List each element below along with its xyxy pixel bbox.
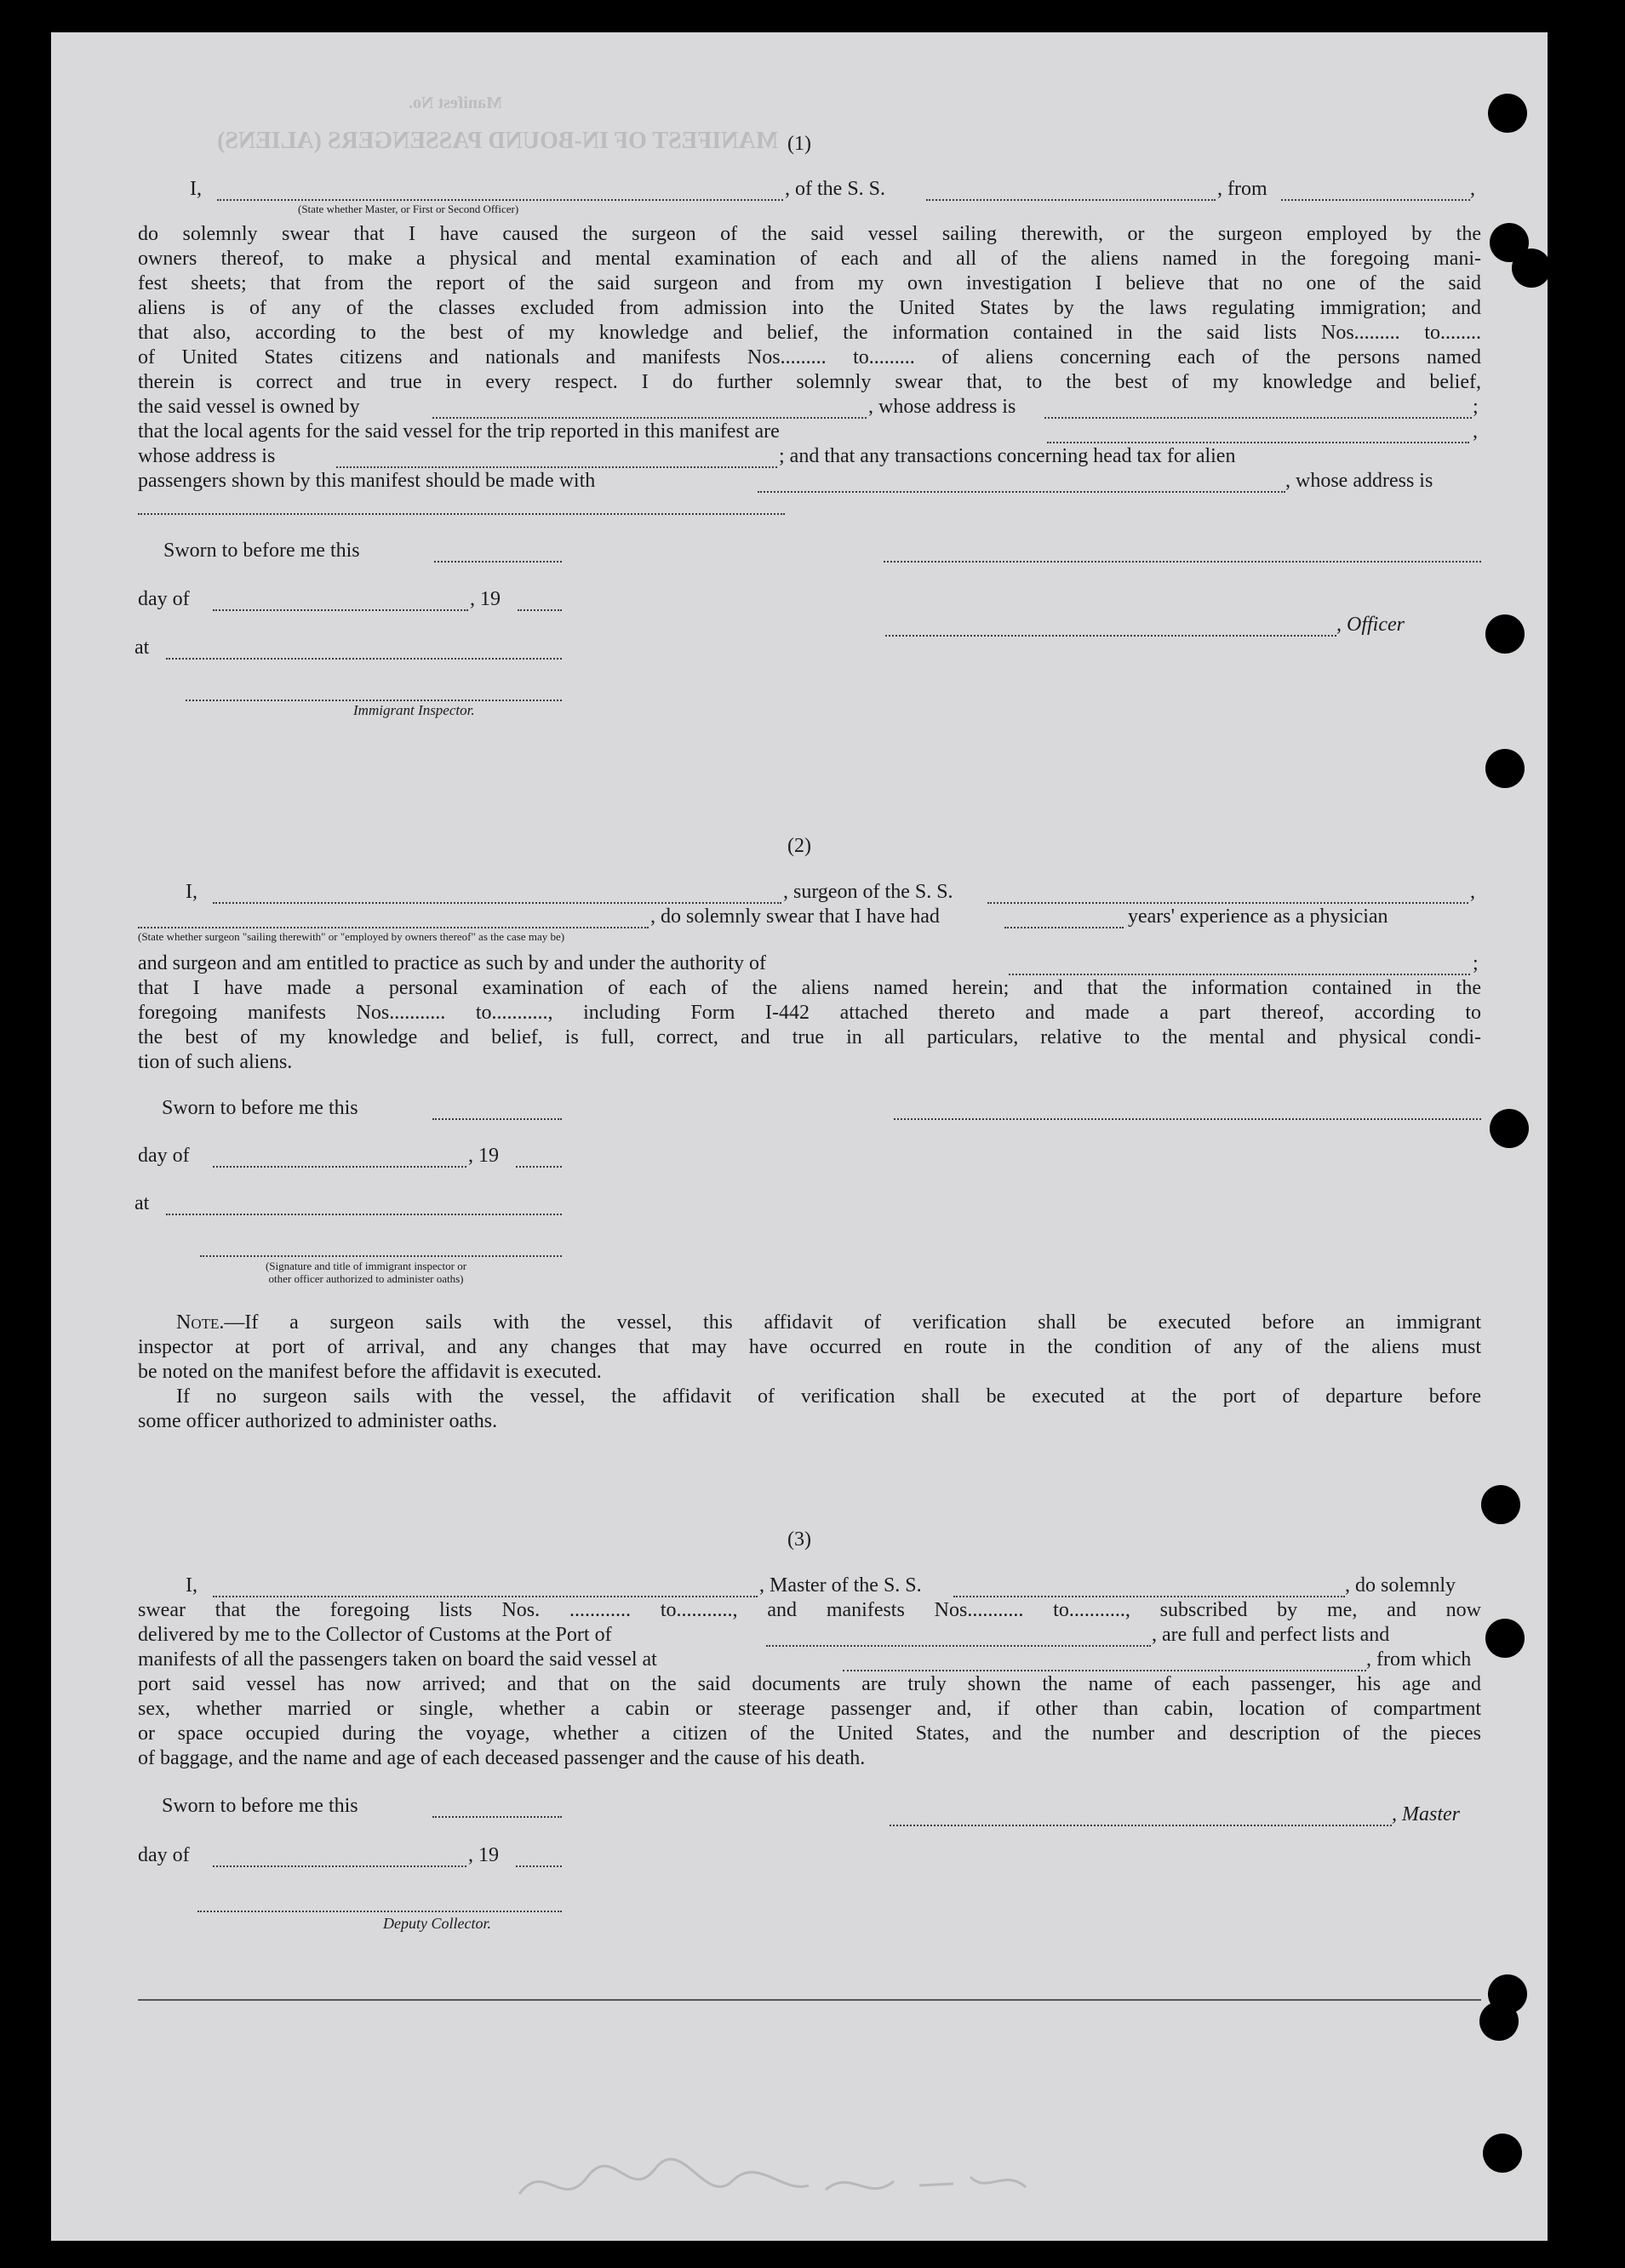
s1-nineteen: , 19 xyxy=(470,588,501,610)
s1-officer-field xyxy=(217,199,783,201)
s2-note-first xyxy=(138,1311,1481,1385)
binder-hole xyxy=(1479,2002,1519,2041)
s3-line4-board: manifests of all the passengers taken on board the said vessel at xyxy=(138,1648,657,1671)
s3-line3-port: delivered by me to the Collector of Customs at the Port of xyxy=(138,1624,612,1646)
s3-vessel-field xyxy=(953,1596,1345,1597)
s2-note2-line: some officer authorized to administer oaths. xyxy=(138,1410,498,1432)
s3-day-of: day of xyxy=(138,1844,190,1866)
s1-inspector-label: Immigrant Inspector. xyxy=(353,702,475,718)
s3-deputy-line xyxy=(197,1911,562,1912)
s3-line3-full: , are full and perfect lists and xyxy=(1152,1624,1390,1646)
s3-master-name-field xyxy=(213,1596,758,1597)
s1-body-line: therein is correct and true in every respect. I do further solemnly swear that, to the best of my knowledge and belief, xyxy=(138,371,1481,393)
s2-signature-line xyxy=(200,1255,562,1257)
s2-line1-surgeon: , surgeon of the S. S. xyxy=(783,881,953,903)
s2-note-label: Note. xyxy=(176,1311,225,1334)
s2-day-of: day of xyxy=(138,1145,190,1167)
s1-line1-from: , from xyxy=(1217,178,1267,200)
binder-hole xyxy=(1512,249,1551,288)
ghost-title: MANIFEST OF IN-BOUND PASSENGERS (ALIENS) xyxy=(217,128,779,154)
s1-body-line: that also, according to the best of my knowledge and belief, the information contained in the said lists Nos......... to........ xyxy=(138,322,1481,344)
s3-master-label: , Master xyxy=(1392,1803,1460,1825)
s2-year-field xyxy=(516,1166,562,1168)
binder-hole xyxy=(1481,1485,1520,1524)
s2-note-second xyxy=(138,1385,1481,1434)
s3-sworn-field xyxy=(432,1816,562,1818)
s1-body-line: of United States citizens and nationals and manifests Nos......... to......... of aliens concerning each of the persons named xyxy=(138,346,1481,368)
s1-officer-note: (State whether Master, or First or Second Officer) xyxy=(298,203,519,215)
s2-nineteen: , 19 xyxy=(468,1145,499,1167)
s2-note-line: inspector at port of arrival, and any changes that may have occurred en route in the condition of any of the aliens must xyxy=(138,1336,1481,1358)
section-2-number: (2) xyxy=(787,835,811,857)
s2-line2-experience: years' experience as a physician xyxy=(1128,905,1388,928)
s2-signature-note: (Signature and title of immigrant inspector or other officer authorized to administer oaths) xyxy=(265,1260,467,1285)
s1-owner-field xyxy=(432,417,867,419)
s1-line1-i: I, xyxy=(190,178,202,200)
s1-officer-line xyxy=(885,635,1336,637)
s2-surgeon-type-field xyxy=(138,927,649,928)
s3-line1-master: , Master of the S. S. xyxy=(759,1574,922,1597)
s3-line1-i: I, xyxy=(186,1574,197,1597)
s1-whose-address-field xyxy=(336,466,777,468)
s1-day-field xyxy=(213,609,468,611)
s2-day-field xyxy=(213,1166,466,1168)
s1-at: at xyxy=(134,637,150,659)
s3-sworn: Sworn to before me this xyxy=(162,1795,358,1817)
s1-passengers-address: , whose address is xyxy=(1285,470,1433,492)
s1-agents-field xyxy=(1047,442,1469,443)
s3-body-line: of baggage, and the name and age of each deceased passenger and the cause of his death. xyxy=(138,1747,866,1769)
s2-surgeon-signature-line xyxy=(894,1118,1481,1120)
s2-line3-authority: and surgeon and am entitled to practice as such by and under the authority of xyxy=(138,952,766,974)
s2-line1-i: I, xyxy=(186,881,197,903)
s2-body xyxy=(138,976,1481,1075)
s1-officer-label: , Officer xyxy=(1336,614,1405,636)
s2-note-text: —If a surgeon sails with the vessel, this affidavit of verification shall be executed before an immigrant xyxy=(224,1311,1481,1334)
s1-passengers: passengers shown by this manifest should be made with xyxy=(138,470,596,492)
s1-body xyxy=(138,222,1481,395)
s3-port-field xyxy=(766,1645,1151,1647)
s1-head-tax: ; and that any transactions concerning head tax for alien xyxy=(779,445,1236,467)
s1-officer-signature-line xyxy=(884,561,1481,563)
s1-owner-address-field xyxy=(1044,417,1472,419)
s1-year-field xyxy=(518,609,562,611)
s1-body-line: owners thereof, to make a physical and mental examination of each and all of the aliens named in the foregoing mani- xyxy=(138,248,1481,270)
s3-boarded-at-field xyxy=(843,1670,1366,1671)
s3-body xyxy=(138,1672,1481,1771)
s1-line1-ss: , of the S. S. xyxy=(785,178,886,200)
s1-agents-end: , xyxy=(1473,420,1478,443)
s2-surgeon-type-note: (State whether surgeon "sailing therewith" or "employed by owners thereof" as the case may be) xyxy=(138,930,565,943)
s2-vessel-field xyxy=(987,902,1468,904)
s1-inspector-line xyxy=(186,700,562,701)
section-1-number: (1) xyxy=(787,133,811,155)
handwritten-scrawl xyxy=(511,2143,1039,2219)
s1-from-field xyxy=(1281,199,1470,201)
s1-day-of: day of xyxy=(138,588,190,610)
s1-body-line: do solemnly swear that I have caused the surgeon of the said vessel sailing therewith, or the surgeon employed by the xyxy=(138,223,1481,245)
bottom-rule xyxy=(138,1999,1481,2001)
binder-hole xyxy=(1483,2134,1522,2173)
s1-line1-comma: , xyxy=(1470,178,1475,200)
ghost-number: Manifest No. xyxy=(409,94,502,112)
s1-owned-end: ; xyxy=(1473,396,1479,418)
s3-body-line: or space occupied during the voyage, whether a citizen of the United States, and the number and description of the pieces xyxy=(138,1722,1481,1745)
s2-note2-line: If no surgeon sails with the vessel, the affidavit of verification shall be executed at the port of departure before xyxy=(176,1385,1481,1408)
s3-body-line: port said vessel has now arrived; and that on the said documents are truly shown the name of each passenger, his age and xyxy=(138,1673,1481,1695)
s2-body-line: that I have made a personal examination of each of the aliens named herein; and that the information contained in the xyxy=(138,977,1481,999)
s2-at: at xyxy=(134,1192,150,1214)
binder-hole xyxy=(1488,94,1527,133)
s1-vessel-field xyxy=(926,199,1216,201)
s2-years-field xyxy=(1004,927,1124,928)
s1-sworn: Sworn to before me this xyxy=(163,540,360,562)
section-3-number: (3) xyxy=(787,1528,811,1551)
s3-line1-solemnly: , do solemnly xyxy=(1345,1574,1456,1597)
s2-line2-swear: , do solemnly swear that I have had xyxy=(650,905,940,928)
s2-authority-field xyxy=(1009,974,1470,975)
s3-line2-text: swear that the foregoing lists Nos. ............ to..........., and manifests Nos........... to..........., subscribed by me, and now xyxy=(138,1599,1481,1621)
s1-extra-address-field xyxy=(138,513,785,515)
binder-hole xyxy=(1490,1109,1529,1148)
binder-hole xyxy=(1485,749,1525,788)
s2-note-line: be noted on the manifest before the affidavit is executed. xyxy=(138,1361,602,1383)
s3-master-signature-line xyxy=(890,1825,1392,1826)
s3-nineteen: , 19 xyxy=(468,1844,499,1866)
s1-agents: that the local agents for the said vessel for the trip reported in this manifest are xyxy=(138,420,780,443)
s1-body-line: fest sheets; that from the report of the said surgeon and from my own investigation I believe that no one of the said xyxy=(138,272,1481,294)
s2-body-line: tion of such aliens. xyxy=(138,1051,293,1073)
s3-year-field xyxy=(516,1865,562,1867)
s1-body-line: aliens is of any of the classes excluded from admission into the United States by the laws regulating immigration; and xyxy=(138,297,1481,319)
s1-passengers-field xyxy=(758,491,1285,493)
s2-sworn: Sworn to before me this xyxy=(162,1097,358,1119)
binder-hole xyxy=(1485,614,1525,654)
s3-body-line: sex, whether married or single, whether a cabin or steerage passenger and, if other than cabin, location of compartment xyxy=(138,1698,1481,1720)
s2-at-field xyxy=(166,1214,562,1215)
s2-line3-end: ; xyxy=(1473,952,1479,974)
s2-sworn-field xyxy=(432,1118,562,1120)
binder-hole xyxy=(1485,1619,1525,1658)
s3-deputy-label: Deputy Collector. xyxy=(383,1915,491,1932)
s3-line4-which: , from which xyxy=(1366,1648,1472,1671)
s3-line2 xyxy=(138,1598,1481,1623)
s1-owned-by: the said vessel is owned by xyxy=(138,396,360,418)
document-page xyxy=(51,32,1548,2241)
s2-surgeon-name-field xyxy=(213,902,781,904)
s1-sworn-field xyxy=(434,561,562,563)
s2-line1-comma: , xyxy=(1470,881,1475,903)
s1-at-field xyxy=(166,658,562,660)
s1-owner-address-label: , whose address is xyxy=(868,396,1016,418)
s2-body-line: foregoing manifests Nos........... to..........., including Form I-442 attached thereto and made a part thereof, according to xyxy=(138,1002,1481,1024)
s2-note-line xyxy=(138,1311,1481,1335)
s3-day-field xyxy=(213,1865,466,1867)
s2-body-line: the best of my knowledge and belief, is full, correct, and true in all particulars, relative to the mental and physical condi- xyxy=(138,1026,1481,1048)
s1-whose-address: whose address is xyxy=(138,445,276,467)
